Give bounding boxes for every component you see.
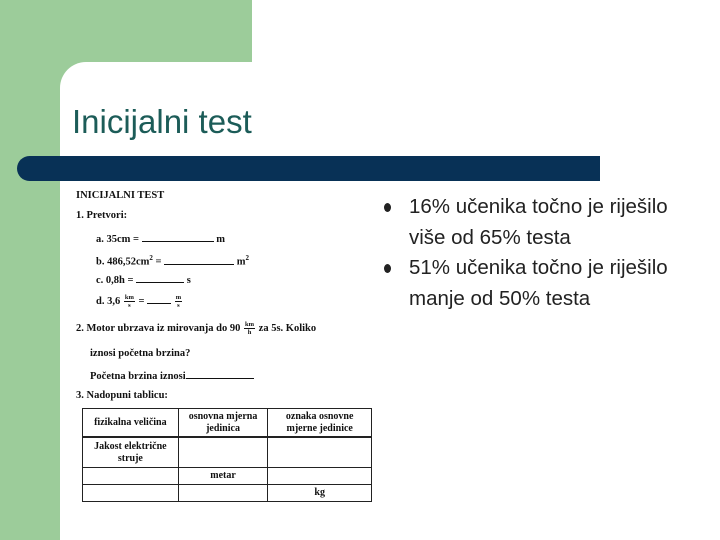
units-table: [82, 408, 372, 502]
table-cell: metar: [178, 468, 268, 485]
bullet-list: [384, 192, 704, 314]
table-row: [83, 468, 372, 485]
answer-blank: [142, 232, 214, 242]
test-sheet-image: [74, 186, 374, 504]
bullet-text: 16% učenika točno je riješilo više od 65% testa: [409, 195, 668, 249]
bullet-text: 51% učenika točno je riješilo manje od 50% testa: [409, 256, 668, 310]
table-cell: kg: [268, 485, 372, 502]
table-cell: [83, 468, 179, 485]
table-header-cell: oznaka osnovne mjerne jedinice: [268, 409, 372, 437]
table-cell: [83, 485, 179, 502]
bullet-item: [384, 192, 704, 253]
question-1: 1. Pretvori:: [76, 210, 128, 221]
question-2-line3: Početna brzina iznosi: [90, 369, 254, 383]
answer-blank: [186, 369, 254, 379]
table-row: [83, 485, 372, 502]
bullet-dot-icon: [384, 203, 391, 212]
background-green-left: [0, 0, 60, 540]
question-1a: a. 35cm = m: [96, 234, 226, 245]
question-2-line2: iznosi početna brzina?: [90, 348, 191, 359]
table-row: [83, 438, 372, 468]
table-header-cell: osnovna mjerna jedinica: [178, 409, 268, 437]
fraction: $\frac{km}{s}$: [124, 294, 134, 310]
question-1c: c. 0,8h = s: [96, 275, 191, 286]
slide-title: Inicijalni test: [72, 103, 252, 140]
table-cell: Jakost električne struje: [83, 438, 179, 468]
answer-blank: [147, 294, 171, 304]
fraction: $\frac{m}{s}$: [175, 294, 182, 310]
table-cell: [268, 468, 372, 485]
bullet-item: [384, 253, 704, 314]
answer-blank: [136, 273, 184, 283]
question-1d: d. 3,6 $\frac{km}{s}$ = $\frac{m}{s}$: [96, 294, 182, 310]
table-cell: [178, 485, 268, 502]
question-3: 3. Nadopuni tablicu:: [76, 390, 168, 401]
test-heading: INICIJALNI TEST: [76, 190, 165, 201]
title-divider-bar: [17, 156, 600, 181]
question-1b: b. $486,52cm^2 = m^2$: [96, 254, 249, 268]
answer-blank: [164, 255, 234, 265]
fraction: $\frac{km}{h}$: [245, 321, 255, 336]
bullet-dot-icon: [384, 264, 391, 273]
table-header-cell: fizikalna veličina: [83, 409, 179, 437]
table-cell: [268, 438, 372, 468]
question-2-line1: 2. Motor ubrzava iz mirovanja do 90 $\frac{km}{h}$ za 5s. Koliko: [76, 321, 317, 336]
table-cell: [178, 438, 268, 468]
table-header-row: [83, 409, 372, 437]
